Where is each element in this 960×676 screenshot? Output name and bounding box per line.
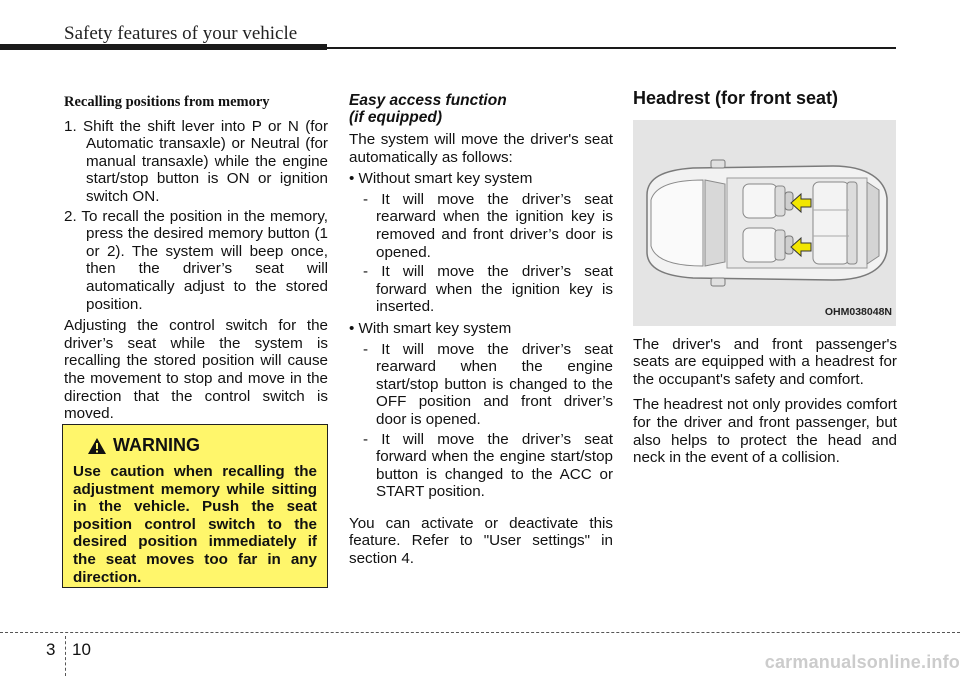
without-smart-key-item-1: - It will move the driver’s seat rearward when the ignition key is removed and front driver’s door is opened. bbox=[363, 190, 613, 261]
page-header-title: Safety features of your vehicle bbox=[64, 23, 298, 44]
warning-box bbox=[62, 424, 328, 588]
header-bar-thin bbox=[327, 47, 896, 49]
recall-step-2: 2. To recall the position in the memory, press the desired memory button (1 or 2). The system will beep once, then the driver’s seat will automatically adjust to the stored position. bbox=[64, 207, 328, 313]
recall-paragraph: Adjusting the control switch for the driver’s seat while the system is recalling the stored position will cause the movement to stop and move in the direction that the control switch is moved. bbox=[64, 317, 328, 423]
warning-triangle-icon bbox=[87, 437, 107, 455]
easy-access-heading-line1: Easy access function bbox=[349, 92, 507, 109]
headrest-heading: Headrest (for front seat) bbox=[633, 88, 839, 108]
page-number: 10 bbox=[72, 640, 91, 659]
with-smart-key-item-2: - It will move the driver’s seat forward when the engine start/stop button is changed to the ACC or START position. bbox=[363, 430, 613, 501]
figure-code: OHM038048N bbox=[824, 306, 892, 318]
easy-access-heading-line2: (if equipped) bbox=[349, 109, 442, 126]
watermark-text: carmanualsonline.info bbox=[764, 652, 960, 672]
header-bar-thick bbox=[0, 44, 327, 50]
headrest-figure bbox=[633, 120, 896, 326]
memory-recall-heading: Recalling positions from memory bbox=[64, 94, 270, 110]
bullet-without-smart-key: • Without smart key system bbox=[349, 170, 533, 188]
car-seat-illustration bbox=[633, 120, 896, 326]
headrest-para-1: The driver's and front passenger's seats are equipped with a headrest for the occupant's safety and comfort. bbox=[633, 335, 897, 388]
footer-divider bbox=[0, 632, 960, 633]
with-smart-key-item-1: - It will move the driver’s seat rearward when the engine start/stop button is changed to the OFF position and front driver’s door is opened. bbox=[363, 340, 613, 428]
warning-title bbox=[87, 435, 317, 456]
column-2 bbox=[349, 92, 613, 568]
bullet-with-smart-key: • With smart key system bbox=[349, 319, 512, 337]
column-1 bbox=[64, 90, 328, 423]
easy-access-closing: You can activate or deactivate this feature. Refer to "User settings" in section 4. bbox=[349, 514, 613, 568]
column-3 bbox=[633, 90, 897, 467]
without-smart-key-item-2: - It will move the driver’s seat forward when the ignition key is inserted. bbox=[363, 263, 613, 316]
page-section-number: 3 bbox=[46, 640, 56, 659]
headrest-para-2: The headrest not only provides comfort for the driver and front passenger, but also helps to protect the head and neck in the event of a collision. bbox=[633, 396, 897, 467]
footer-vertical-divider bbox=[65, 636, 66, 676]
recall-step-1: 1. Shift the shift lever into P or N (for Automatic transaxle) or Neutral (for manual transaxle) while the engine start/stop button is ON or ignition switch ON. bbox=[64, 117, 328, 205]
easy-access-intro: The system will move the driver's seat automatically as follows: bbox=[349, 131, 613, 166]
warning-text: Use caution when recalling the adjustment memory while sitting in the vehicle. Push the seat position control switch to the desired position immediately if the seat moves too far in any direction. bbox=[73, 463, 317, 586]
easy-access-heading bbox=[349, 92, 613, 126]
warning-title-text: WARNING bbox=[113, 435, 200, 455]
